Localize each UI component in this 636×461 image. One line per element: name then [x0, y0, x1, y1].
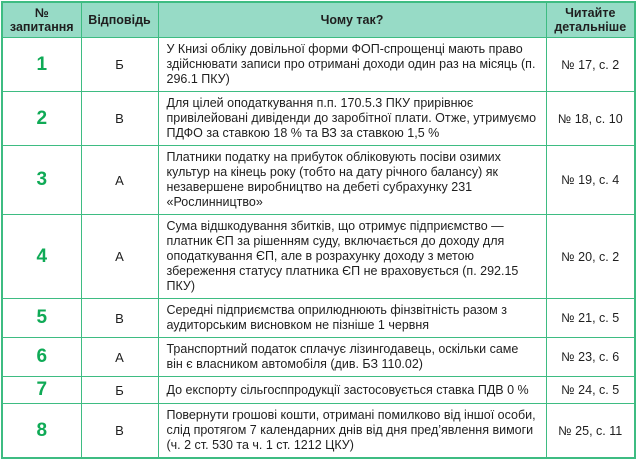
explanation-cell: Транспортний податок сплачує лізингодавець, оскільки саме він є власником автомобіля (див. БЗ 110.02)	[158, 338, 546, 377]
table-row	[2, 38, 635, 92]
explanation-cell: Повернути грошові кошти, отримані помилково від іншої особи, слід протягом 7 календарних днів від дня пред’явлення вимоги (ч. 2 ст. 530 та ч. 1 ст. 1212 ЦКУ)	[158, 404, 546, 459]
answer-cell: В	[81, 92, 158, 146]
table-row	[2, 92, 635, 146]
table-row	[2, 215, 635, 299]
question-number-cell: 6	[2, 338, 81, 377]
question-number-cell: 2	[2, 92, 81, 146]
table-row	[2, 404, 635, 459]
header-row	[2, 2, 635, 38]
explanation-cell: До експорту сільгосппродукції застосовується ставка ПДВ 0 %	[158, 377, 546, 404]
answers-table	[1, 1, 636, 459]
question-number-cell: 1	[2, 38, 81, 92]
question-number-cell: 5	[2, 299, 81, 338]
explanation-cell: У Книзі обліку довільної форми ФОП-спрощенці мають право здійснювати записи про отримані доходи один раз на місяць (п. 296.1 ПКУ)	[158, 38, 546, 92]
table-row	[2, 146, 635, 215]
answer-cell: А	[81, 215, 158, 299]
table-row	[2, 377, 635, 404]
explanation-cell: Платники податку на прибуток обліковують посіви озимих культур на кінець року (тобто на дату річного балансу) як незавершене виробництво на дебеті субрахунку 231 «Рослинництво»	[158, 146, 546, 215]
question-number-cell: 7	[2, 377, 81, 404]
read-more-cell: № 24, с. 5	[546, 377, 635, 404]
question-number-cell: 3	[2, 146, 81, 215]
answer-cell: А	[81, 146, 158, 215]
explanation-cell: Середні підприємства оприлюднюють фінзвітність разом з аудиторським висновком не пізніше 1 червня	[158, 299, 546, 338]
answer-cell: В	[81, 299, 158, 338]
table-row	[2, 299, 635, 338]
column-header-why: Чому так?	[158, 2, 546, 38]
explanation-cell: Сума відшкодування збитків, що отримує підприємство — платник ЄП за рішенням суду, включається до доходу для оподаткування ЄП, але в розрахунку доходу з метою збереження статусу платника ЄП не враховується (п. 292.15 ПКУ)	[158, 215, 546, 299]
read-more-cell: № 17, с. 2	[546, 38, 635, 92]
column-header-read-more: Читайте детальніше	[546, 2, 635, 38]
table-row	[2, 338, 635, 377]
answer-cell: А	[81, 338, 158, 377]
read-more-cell: № 23, с. 6	[546, 338, 635, 377]
question-number-cell: 8	[2, 404, 81, 459]
column-header-answer: Відповідь	[81, 2, 158, 38]
read-more-cell: № 20, с. 2	[546, 215, 635, 299]
read-more-cell: № 21, с. 5	[546, 299, 635, 338]
question-number-cell: 4	[2, 215, 81, 299]
explanation-cell: Для цілей оподаткування п.п. 170.5.3 ПКУ прирівнює привілейовані дивіденди до заробітної плати. Отже, утримуємо ПДФО за ставкою 18 % та ВЗ за ставкою 1,5 %	[158, 92, 546, 146]
column-header-question-number: № запитання	[2, 2, 81, 38]
read-more-cell: № 18, с. 10	[546, 92, 635, 146]
answer-cell: В	[81, 404, 158, 459]
read-more-cell: № 19, с. 4	[546, 146, 635, 215]
answer-cell: Б	[81, 377, 158, 404]
answers-table-body	[2, 38, 635, 459]
read-more-cell: № 25, с. 11	[546, 404, 635, 459]
answer-cell: Б	[81, 38, 158, 92]
